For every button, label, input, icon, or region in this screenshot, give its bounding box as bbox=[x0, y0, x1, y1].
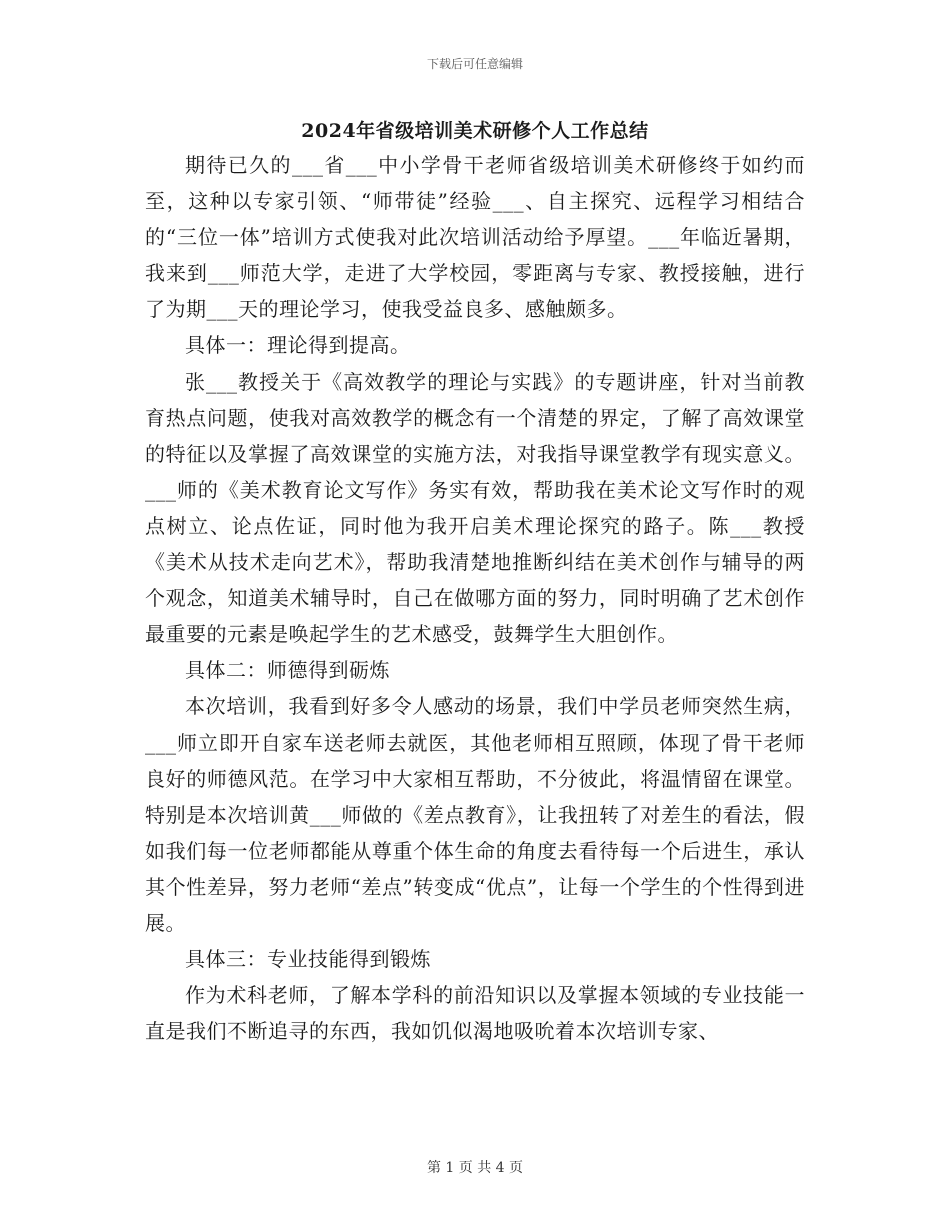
page-footer: 第 1 页 共 4 页 bbox=[426, 1160, 524, 1176]
paragraph-skills: 作为术科老师，了解本学科的前沿知识以及掌握本领域的专业技能一直是我们不断追寻的东西，我如饥似渴地吸吮着本次培训专家、 bbox=[145, 983, 805, 1044]
paragraph-theory: 张___教授关于《高效教学的理论与实践》的专题讲座，针对当前教育热点问题，使我对高效教学的概念有一个清楚的界定，了解了高效课堂的特征以及掌握了高效课堂的实施方法，对我指导课堂教学有现实意义。___师的《美术教育论文写作》务实有效，帮助我在美术论文写作时的观点树立、论点佐证，同时他为我开启美术理论探究的路子。陈___教授《美术从技术走向艺术》，帮助我清楚地推断纠结在美术创作与辅导的两个观念，知道美术辅导时，自己在做哪方面的努力，同时明确了艺术创作最重要的元素是唤起学生的艺术感受，鼓舞学生大胆创作。 bbox=[145, 369, 805, 647]
document-title: 2024年省级培训美术研修个人工作总结 bbox=[301, 120, 649, 142]
page-header: 下载后可任意编辑 bbox=[426, 57, 523, 71]
section-heading-skills: 具体三：专业技能得到锻炼 bbox=[185, 947, 431, 972]
document-body bbox=[145, 147, 805, 1049]
paragraph-intro: 期待已久的___省___中小学骨干老师省级培训美术研修终于如约而至，这种以专家引领、“师带徒”经验___、自主探究、远程学习相结合的“三位一体”培训方式使我对此次培训活动给予厚望。___年临近暑期，我来到___师范大学，走进了大学校园，零距离与专家、教授接触，进行了为期___天的理论学习，使我受益良多、感触颇多。 bbox=[145, 153, 805, 322]
section-heading-theory: 具体一：理论得到提高。 bbox=[185, 333, 411, 358]
section-heading-ethics: 具体二：师德得到砺炼 bbox=[185, 658, 390, 683]
paragraph-ethics: 本次培训，我看到好多令人感动的场景，我们中学员老师突然生病，___师立即开自家车送老师去就医，其他老师相互照顾，体现了骨干老师良好的师德风范。在学习中大家相互帮助，不分彼此，将温情留在课堂。特别是本次培训黄___师做的《差点教育》，让我扭转了对差生的看法，假如我们每一位老师都能从尊重个体生命的角度去看待每一个后进生，承认其个性差异，努力老师“差点”转变成“优点”，让每一个学生的个性得到进展。 bbox=[145, 694, 805, 935]
